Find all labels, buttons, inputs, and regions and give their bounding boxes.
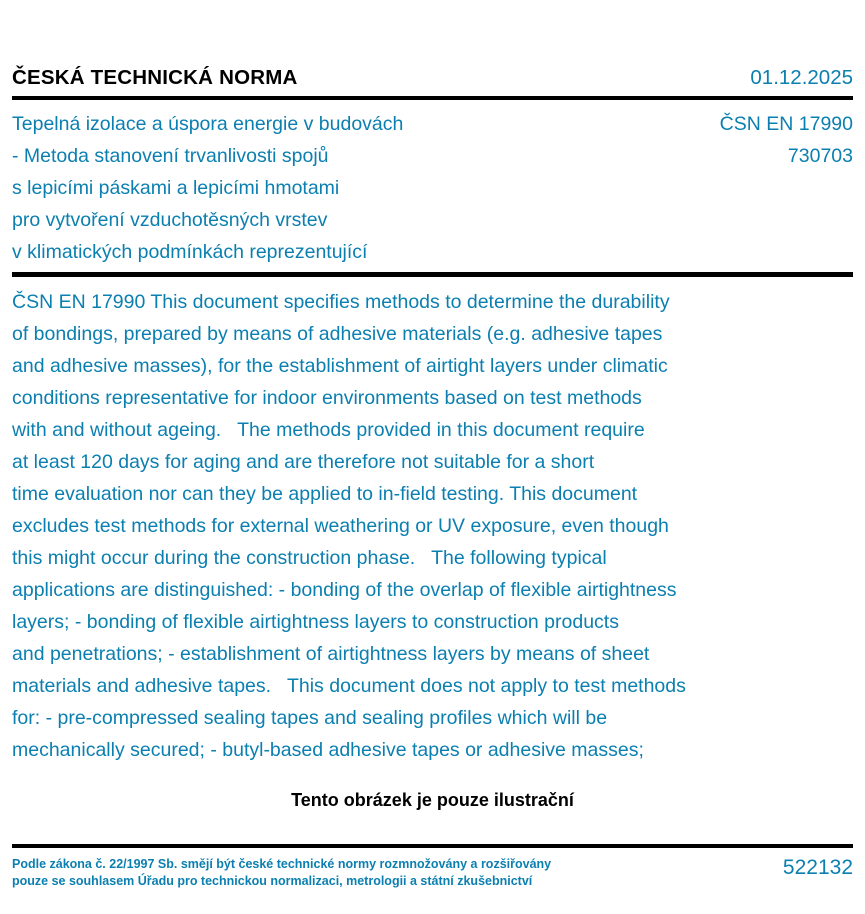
title-text: Tepelná izolace a úspora energie v budovách [12, 113, 404, 135]
abstract-line: materials and adhesive tapes. This document does not apply to test methods [12, 675, 686, 697]
divider-middle [12, 272, 853, 277]
abstract-line: at least 120 days for aging and are therefore not suitable for a short [12, 451, 595, 473]
abstract-line: time evaluation nor can they be applied to in-field testing. This document [12, 483, 638, 505]
abstract-line: of bondings, prepared by means of adhesive materials (e.g. adhesive tapes [12, 323, 663, 345]
abstract-line: with and without ageing. The methods provided in this document require [12, 419, 645, 441]
footer-legal-line: pouze se souhlasem Úřadu pro technickou normalizaci, metrologii a státní zkušebnictví [12, 874, 533, 888]
divider-bottom [12, 844, 853, 848]
footer-order-number: 522132 [782, 856, 853, 879]
standard-designation: ČSN EN 17990 [719, 113, 853, 135]
abstract-line: and adhesive masses), for the establishment of airtight layers under climatic [12, 355, 668, 377]
title-row [12, 172, 853, 204]
document-kind-title: ČESKÁ TECHNICKÁ NORMA [12, 66, 298, 89]
footer-legal-line: Podle zákona č. 22/1997 Sb. smějí být české technické normy rozmnožovány a rozšiřovány [12, 857, 552, 871]
title-block [12, 108, 853, 268]
title-text: - Metoda stanovení trvanlivosti spojů [12, 145, 329, 167]
divider-top [12, 96, 853, 100]
title-row [12, 140, 853, 172]
document-date: 01.12.2025 [750, 66, 853, 89]
title-text: s lepicími páskami a lepicími hmotami [12, 177, 340, 199]
abstract-line: and penetrations; - establishment of airtightness layers by means of sheet [12, 643, 650, 665]
abstract-line: layers; - bonding of flexible airtightness layers to construction products [12, 611, 619, 633]
document-header [12, 66, 853, 90]
abstract-line: applications are distinguished: - bonding of the overlap of flexible airtightness [12, 579, 677, 601]
document-footer [12, 856, 853, 890]
title-text: v klimatických podmínkách reprezentující [12, 241, 368, 263]
abstract-line: this might occur during the construction phase. The following typical [12, 547, 607, 569]
title-row [12, 236, 853, 268]
title-row [12, 108, 853, 140]
abstract-text [12, 286, 853, 766]
abstract-line: excludes test methods for external weathering or UV exposure, even though [12, 515, 669, 537]
abstract-line: conditions representative for indoor environments based on test methods [12, 387, 642, 409]
illustrative-note: Tento obrázek je pouze ilustrační [291, 790, 574, 810]
title-row [12, 204, 853, 236]
title-text: pro vytvoření vzduchotěsných vrstev [12, 209, 328, 231]
classification-number: 730703 [787, 145, 853, 167]
abstract-line: mechanically secured; - butyl-based adhesive tapes or adhesive masses; [12, 739, 644, 761]
footer-legal-notice [12, 856, 551, 890]
abstract-line: for: - pre-compressed sealing tapes and sealing profiles which will be [12, 707, 608, 729]
abstract-line: ČSN EN 17990 This document specifies methods to determine the durability [12, 291, 670, 313]
